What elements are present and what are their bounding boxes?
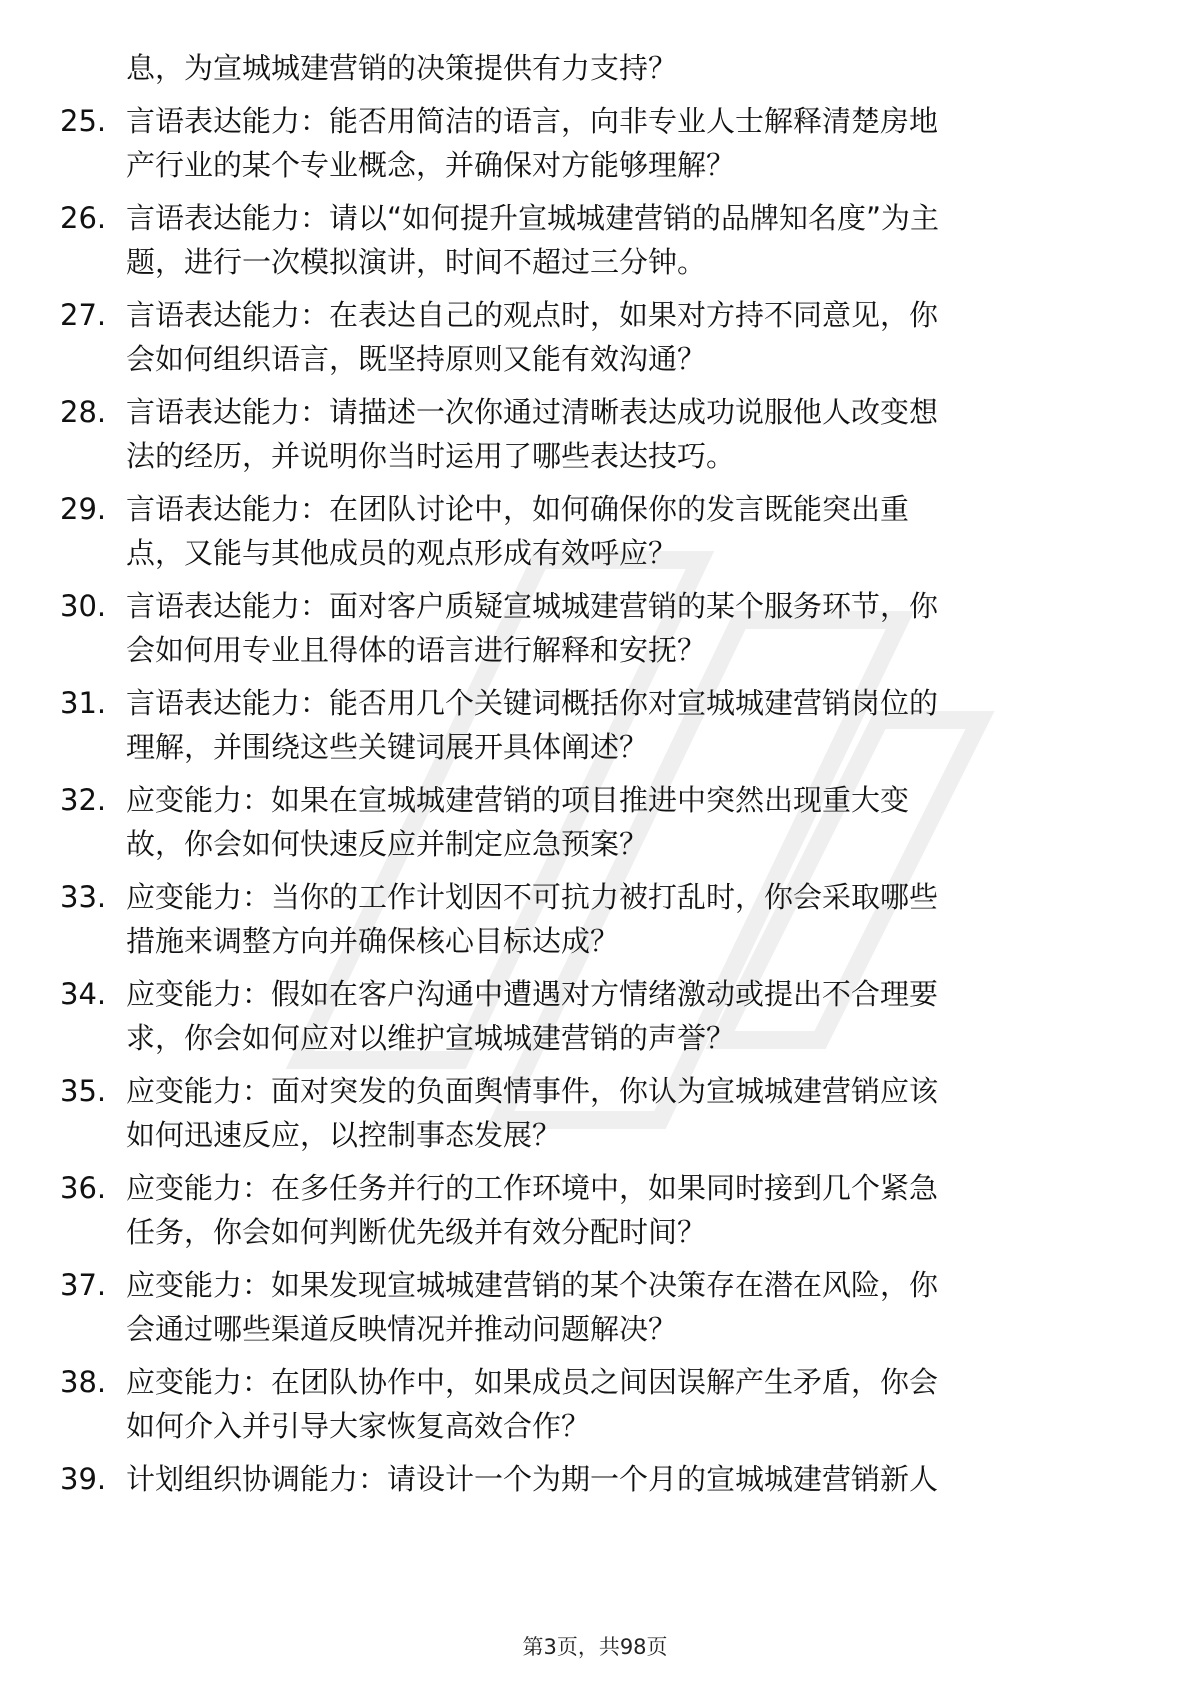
list-item [60, 778, 1120, 866]
question-text: 应变能力：如果发现宣城城建营销的某个决策存在潜在风险，你 会通过哪些渠道反映情况并推动问题解决？ [126, 1268, 939, 1346]
list-item [60, 681, 1120, 769]
list-item [60, 99, 1120, 187]
list-item [60, 1166, 1120, 1254]
question-number: 25. [60, 104, 107, 138]
question-number: 39. [60, 1462, 107, 1496]
list-item [60, 875, 1120, 963]
list-item [60, 196, 1120, 284]
list-item [60, 293, 1120, 381]
question-number: 32. [60, 783, 107, 817]
question-number: 35. [60, 1074, 107, 1108]
page-footer [0, 1632, 1190, 1662]
question-number: 38. [60, 1365, 107, 1399]
question-text: 言语表达能力：在表达自己的观点时，如果对方持不同意见，你 会如何组织语言，既坚持原则又能有效沟通？ [126, 298, 939, 376]
question-text: 应变能力：面对突发的负面舆情事件，你认为宣城城建营销应该 如何迅速反应，以控制事态发展？ [126, 1074, 939, 1152]
question-number: 29. [60, 492, 107, 526]
list-item [60, 390, 1120, 478]
list-item [60, 972, 1120, 1060]
question-number: 26. [60, 201, 107, 235]
list-item [60, 1069, 1120, 1157]
question-text: 言语表达能力：在团队讨论中，如何确保你的发言既能突出重 点，又能与其他成员的观点形成有效呼应？ [126, 492, 910, 570]
list-item [60, 1457, 1120, 1501]
question-text: 言语表达能力：面对客户质疑宣城城建营销的某个服务环节，你 会如何用专业且得体的语言进行解释和安抚？ [126, 589, 939, 667]
question-number: 34. [60, 977, 107, 1011]
question-number: 36. [60, 1171, 107, 1205]
question-number: 27. [60, 298, 107, 332]
page-number-label: 第3页，共98页 [522, 1635, 668, 1659]
question-text: 应变能力：假如在客户沟通中遭遇对方情绪激动或提出不合理要 求，你会如何应对以维护宣城城建营销的声誉？ [126, 977, 939, 1055]
question-text: 言语表达能力：能否用简洁的语言，向非专业人士解释清楚房地 产行业的某个专业概念，并确保对方能够理解？ [126, 104, 939, 182]
question-text: 言语表达能力：能否用几个关键词概括你对宣城城建营销岗位的 理解，并围绕这些关键词展开具体阐述？ [126, 686, 939, 764]
question-text: 息，为宣城城建营销的决策提供有力支持？ [126, 51, 678, 85]
question-number: 31. [60, 686, 107, 720]
question-list [60, 46, 1120, 1510]
question-text: 应变能力：在多任务并行的工作环境中，如果同时接到几个紧急 任务，你会如何判断优先级并有效分配时间？ [126, 1171, 939, 1249]
question-text: 应变能力：在团队协作中，如果成员之间因误解产生矛盾，你会 如何介入并引导大家恢复高效合作？ [126, 1365, 939, 1443]
question-number: 30. [60, 589, 107, 623]
question-text: 言语表达能力：请以“如何提升宣城城建营销的品牌知名度”为主 题，进行一次模拟演讲，时间不超过三分钟。 [126, 201, 940, 279]
question-text: 计划组织协调能力：请设计一个为期一个月的宣城城建营销新人 [126, 1462, 939, 1496]
list-item [60, 584, 1120, 672]
list-item [60, 1263, 1120, 1351]
question-number: 28. [60, 395, 107, 429]
question-text: 言语表达能力：请描述一次你通过清晰表达成功说服他人改变想 法的经历，并说明你当时运用了哪些表达技巧。 [126, 395, 939, 473]
list-item [60, 487, 1120, 575]
question-number: 37. [60, 1268, 107, 1302]
list-item [60, 1360, 1120, 1448]
list-item [60, 46, 1120, 90]
question-text: 应变能力：当你的工作计划因不可抗力被打乱时，你会采取哪些 措施来调整方向并确保核心目标达成？ [126, 880, 939, 958]
question-text: 应变能力：如果在宣城城建营销的项目推进中突然出现重大变 故，你会如何快速反应并制定应急预案？ [126, 783, 910, 861]
question-number: 33. [60, 880, 107, 914]
